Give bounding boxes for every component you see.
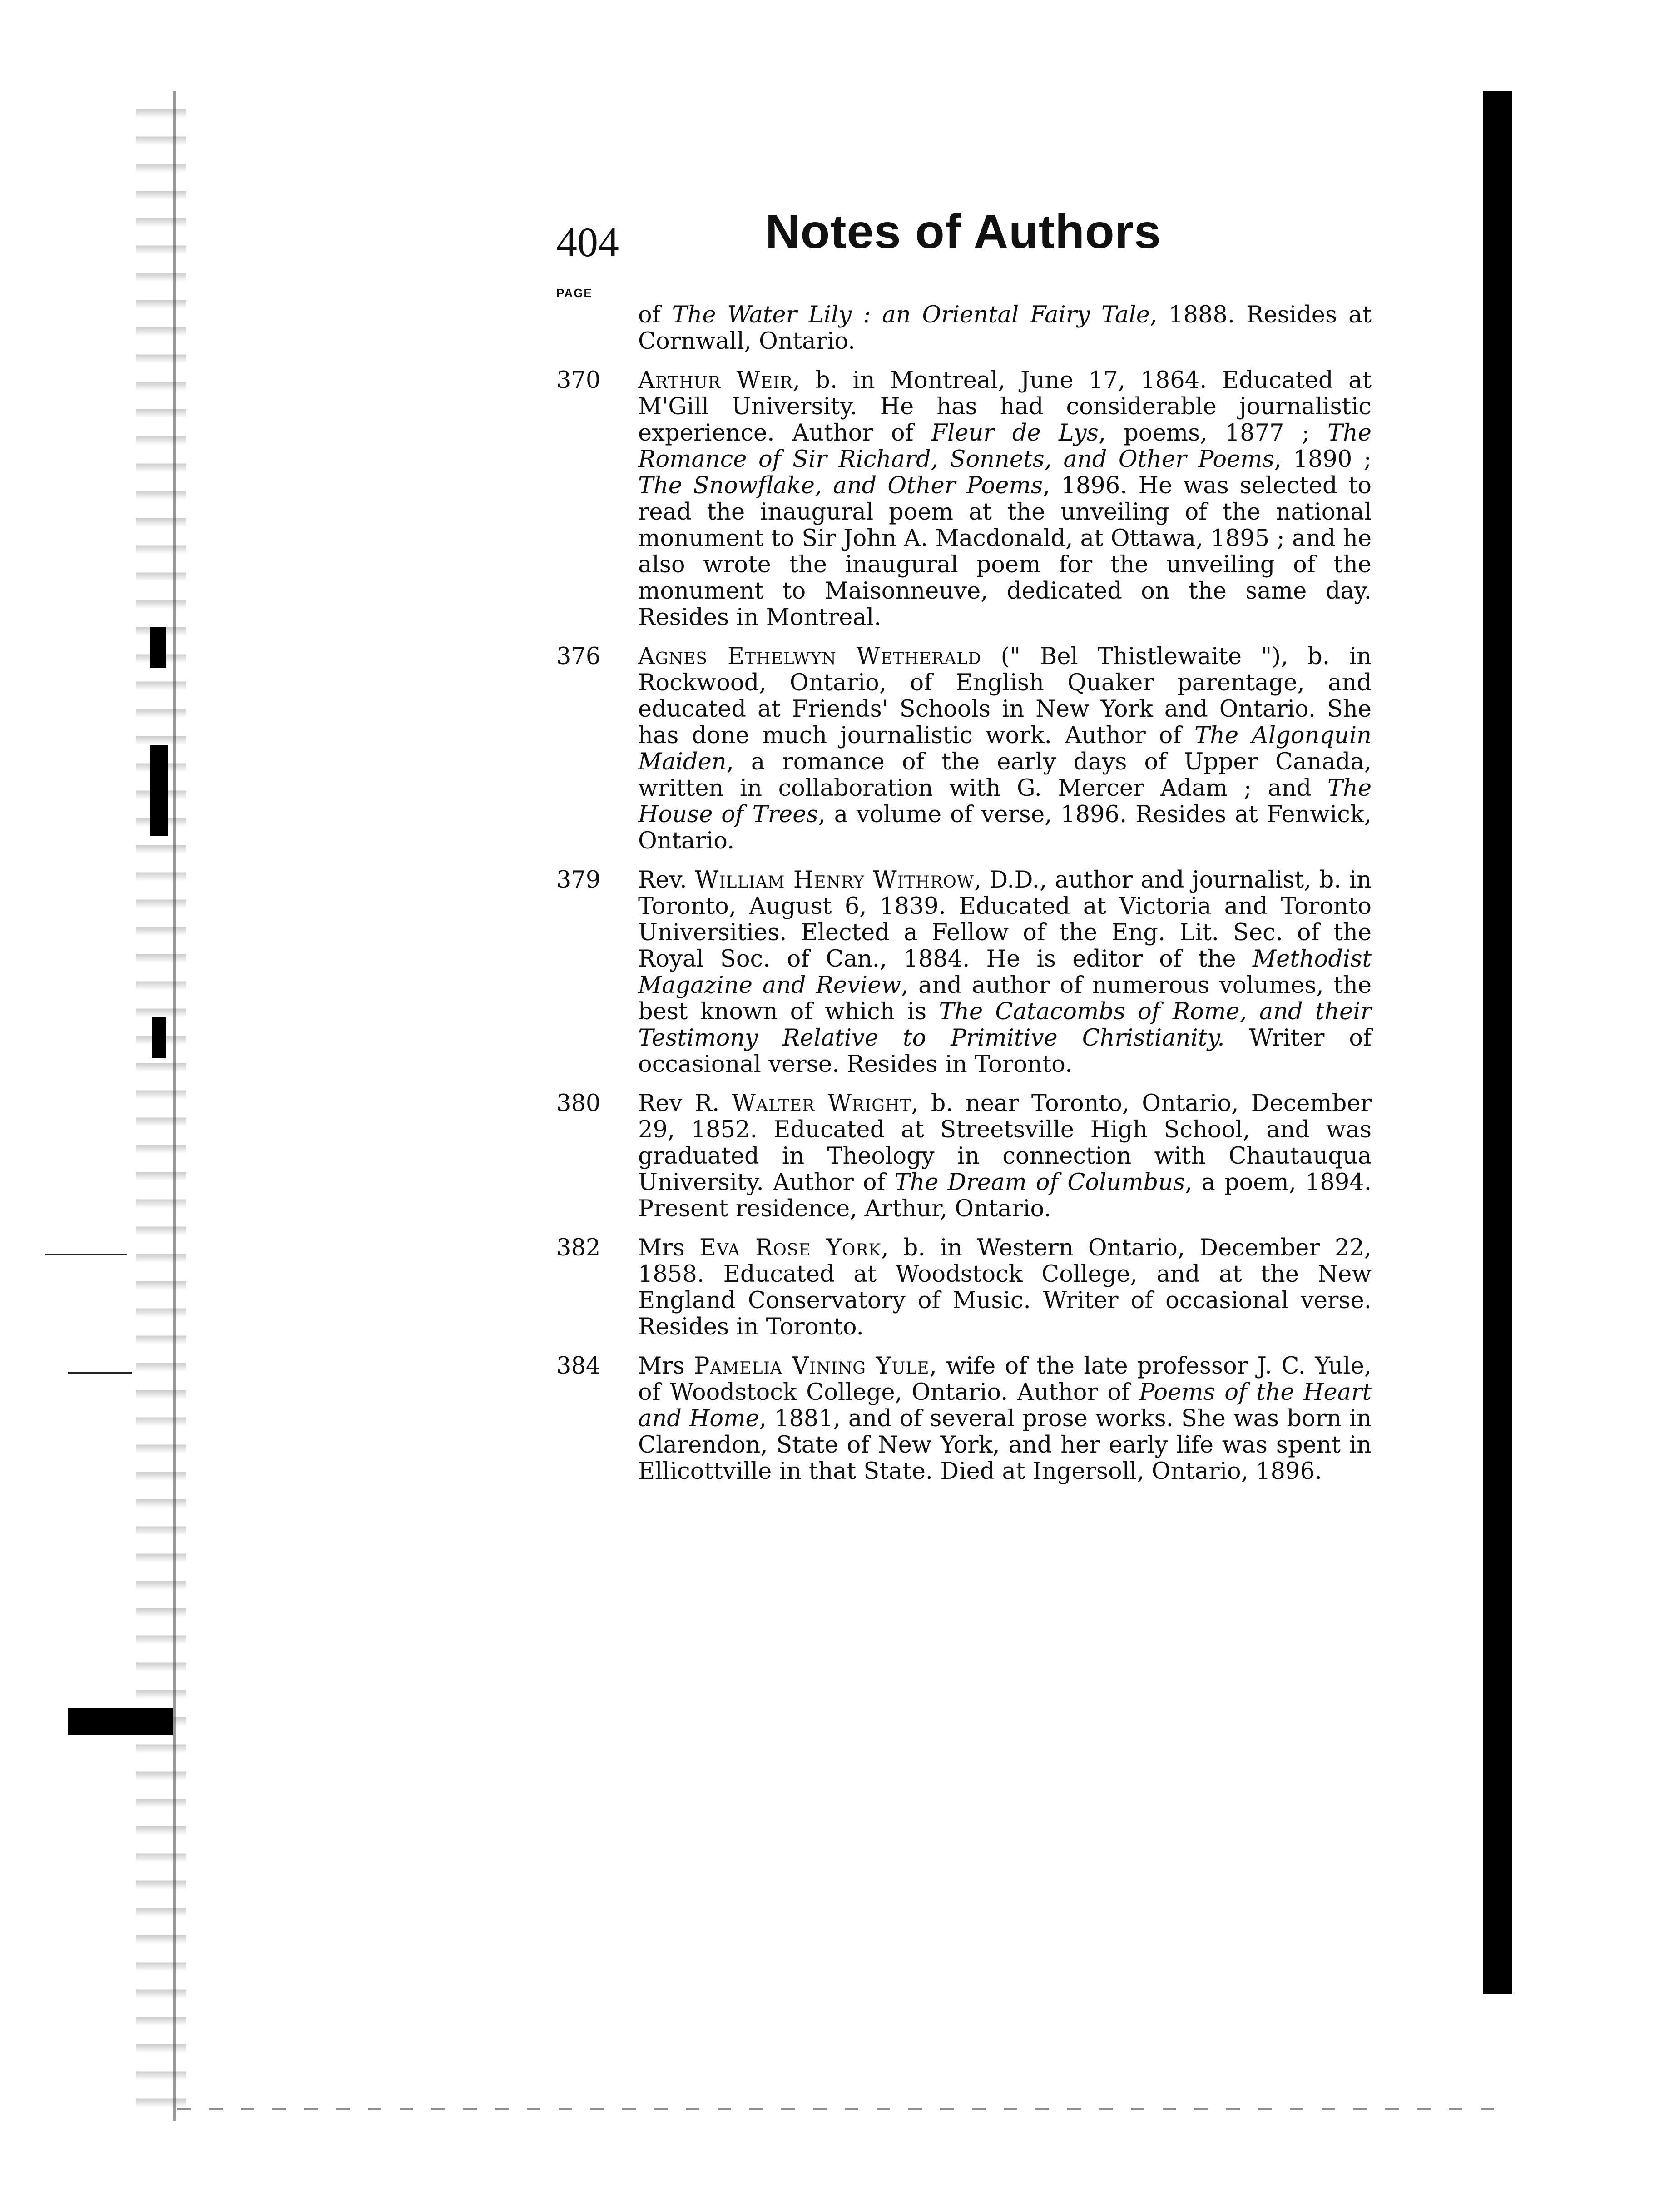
entry-text: , 1881, and of several prose works. She was born in Clarendon, State of New York, and her early life was spent in Ellicottville in that State. Died at Ingersoll, Ontario, 1896. — [638, 1405, 1372, 1485]
scan-margin-tick — [45, 1254, 127, 1255]
column-label: PAGE — [556, 286, 593, 300]
author-entry — [556, 644, 1372, 854]
scan-margin-block — [68, 1708, 173, 1735]
entry-text: , and author of numerous volumes, the best known of which is — [638, 972, 1372, 1025]
work-title: Poems of the Heart and Home — [638, 1379, 1372, 1432]
entry-page-number: 370 — [556, 367, 601, 394]
entry-page-number: 379 — [556, 867, 601, 893]
scan-binding-shadow — [1483, 91, 1512, 1994]
scan-margin-line — [173, 91, 176, 2121]
work-title: The Algonquin Maiden — [638, 722, 1372, 775]
entry-text: , b. in Western Ontario, December 22, 1858. Educated at Woodstock College, and at the New England Conservatory of Music. Writer of occasional verse. Resides in Toronto. — [638, 1235, 1372, 1340]
author-entry — [556, 1235, 1372, 1340]
entries-list — [556, 302, 1372, 1485]
entry-page-number: 380 — [556, 1090, 601, 1117]
entry-text: Mrs — [638, 1353, 694, 1379]
scan-margin-block — [152, 1017, 166, 1058]
page-title: Notes of Authors — [765, 205, 1161, 258]
author-name: Agnes Ethelwyn Wetherald — [638, 643, 981, 670]
book-page — [556, 200, 1372, 1498]
entry-text: , wife of the late professor J. C. Yule, of Woodstock College, Ontario. Author of — [638, 1353, 1372, 1406]
author-entry — [556, 302, 1372, 355]
entry-text: (" Bel Thistlewaite "), b. in Rockwood, Ontario, of English Quaker parentage, and educated at Friends' Schools in New York and Ontario. She has done much journalistic work. Author of — [638, 643, 1372, 749]
entry-text: , D.D., author and journalist, b. in Toronto, August 6, 1839. Educated at Victoria and Toronto Universities. Elected a Fellow of the Eng. Lit. Sec. of the Royal Soc. of Can., 1884. He is editor of the — [638, 867, 1372, 972]
entry-text: of — [638, 302, 672, 328]
scan-bottom-noise — [177, 2108, 1494, 2110]
scan-margin-block — [150, 745, 168, 836]
work-title: The House of Trees — [638, 775, 1372, 828]
entry-text: , 1890 ; — [1274, 446, 1372, 473]
entry-text: , b. near Toronto, Ontario, December 29, 1852. Educated at Streetsville High School, and was graduated in Theology in connection with Chautauqua University. Author of — [638, 1090, 1372, 1196]
work-title: The Catacombs of Rome, and their Testimony Relative to Primitive Christianity. — [638, 998, 1372, 1051]
entry-text: , 1896. He was selected to read the inaugural poem at the unveiling of the national monument to Sir John A. Macdonald, at Ottawa, 1895 ; and he also wrote the inaugural poem for the unveiling of the monument to Maisonneuve, dedicated on the same day. Resides in Montreal. — [638, 472, 1372, 631]
author-entry — [556, 867, 1372, 1078]
page-number: 404 — [556, 219, 619, 265]
work-title: Methodist Magazine and Review — [638, 946, 1372, 999]
author-name: Eva Rose York — [699, 1235, 882, 1261]
work-title: The Dream of Columbus — [894, 1169, 1185, 1196]
entry-text: , a poem, 1894. Present residence, Arthur, Ontario. — [638, 1169, 1372, 1222]
entry-text: Rev R. — [638, 1090, 732, 1117]
entry-text: Mrs — [638, 1235, 699, 1261]
author-entry — [556, 1091, 1372, 1222]
entry-page-number: 376 — [556, 643, 601, 670]
author-name: Arthur Weir — [638, 367, 793, 394]
entry-text: , poems, 1877 ; — [1098, 420, 1327, 446]
entry-text: , 1888. Resides at Cornwall, Ontario. — [638, 302, 1372, 355]
scan-margin-tick — [68, 1372, 132, 1374]
work-title: The Water Lily : an Oriental Fairy Tale — [672, 302, 1150, 328]
scan-margin-block — [150, 627, 166, 668]
work-title: Fleur de Lys — [931, 420, 1099, 446]
author-name: Pamelia Vining Yule — [694, 1353, 930, 1379]
work-title: The Romance of Sir Richard, Sonnets, and Other Poems — [638, 420, 1372, 473]
entry-text: Writer of occasional verse. Resides in Toronto. — [638, 1025, 1372, 1078]
work-title: The Snowflake, and Other Poems — [638, 472, 1043, 499]
scan-margin-noise — [136, 91, 186, 2126]
author-entry — [556, 1353, 1372, 1485]
entry-text: Rev. — [638, 867, 695, 893]
author-entry — [556, 367, 1372, 631]
entry-page-number: 382 — [556, 1235, 601, 1261]
running-head — [556, 200, 1372, 282]
author-name: William Henry Withrow — [694, 867, 974, 893]
entry-page-number: 384 — [556, 1353, 601, 1379]
entry-text: , b. in Montreal, June 17, 1864. Educated at M'Gill University. He has had considerable journalistic experience. Author of — [638, 367, 1372, 446]
author-name: Walter Wright — [732, 1090, 911, 1117]
entry-text: , a romance of the early days of Upper Canada, written in collaboration with G. Mercer Adam ; and — [638, 749, 1372, 802]
entry-text: , a volume of verse, 1896. Resides at Fenwick, Ontario. — [638, 801, 1372, 854]
